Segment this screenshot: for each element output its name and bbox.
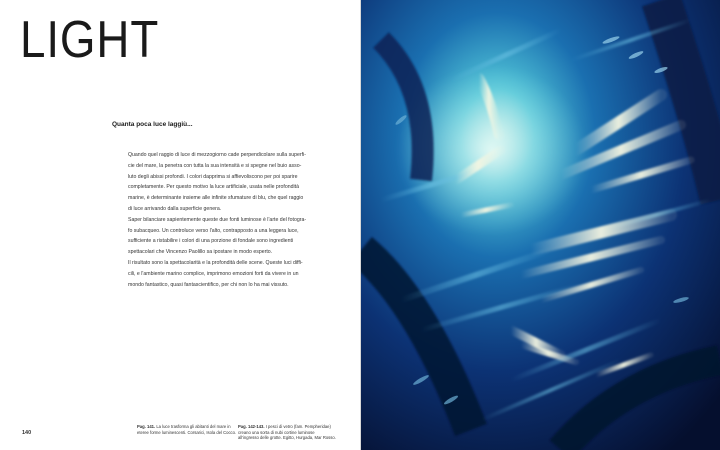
caption-line: La luce trasforma gli abitanti del mare in — [156, 424, 231, 429]
fish-school-photo — [361, 0, 720, 450]
body-text — [128, 150, 308, 290]
body-line: completamente. Per questo motivo la luce artificiale, usata nelle profondità — [128, 184, 299, 191]
body-line: marine, è determinante insieme alle infinite sfumature di blu, che quel raggio — [128, 195, 304, 202]
body-line: fo subacqueo. Un controluce verso l'alto, contrapposto a una leggera luce, — [128, 227, 299, 234]
body-line: mondo fantastico, quasi fantascientifico, per chi non lo ha mai vissuto. — [128, 281, 289, 288]
page-title: LIGHT — [20, 11, 160, 69]
right-page — [361, 0, 720, 450]
caption-line: all'ingresso delle grotte. Egitto, Hurgada, Mar Rosso. — [238, 435, 336, 441]
caption-line: creano una sorta di nubi cortine luminose — [238, 429, 315, 435]
body-line: cili, e l'ambiente marino complice, imprimono emozioni forti da vivere in un — [128, 270, 299, 277]
photo-caption-142-143 — [238, 424, 336, 441]
page-number: 140 — [22, 430, 32, 436]
body-line: Quando quel raggio di luce di mezzogiorno cade perpendicolare sulla superfi- — [128, 152, 306, 158]
caption-line: eteree forme luminescenti. Corsarici, Isola del Cocco. — [137, 429, 237, 435]
body-line: sufficiente a ristabilire i colori di una porzione di fondale sono ingredienti — [128, 238, 294, 245]
section-subtitle: Quanta poca luce laggiù... — [112, 121, 193, 128]
body-line: di luce arrivando dalla superficie genera. — [128, 205, 222, 212]
body-line: luto degli abissi profondi. I colori dapprima si affievoliscono per poi sparire — [128, 173, 298, 180]
body-line: Il risultato sono la spettacolarità e la profondità delle scene. Queste luci diffi- — [128, 259, 303, 266]
photo-caption-141 — [137, 424, 236, 435]
body-line: Saper bilanciare sapientemente queste due fonti luminose è l'arte del fotogra- — [128, 216, 307, 223]
caption-label: Pag. 142-143. — [238, 424, 265, 429]
caption-line: I pesci di vetro (fam. Pempheridae) — [265, 424, 331, 429]
body-line: cie del mare, la penetra con tutta la sua intensità e si spegne nel buio asso- — [128, 162, 302, 169]
body-line: spettacolari che Vincenzo Paolillo sa ipostare in modo esperto. — [128, 249, 273, 256]
caption-label: Pag. 141. — [137, 424, 156, 429]
